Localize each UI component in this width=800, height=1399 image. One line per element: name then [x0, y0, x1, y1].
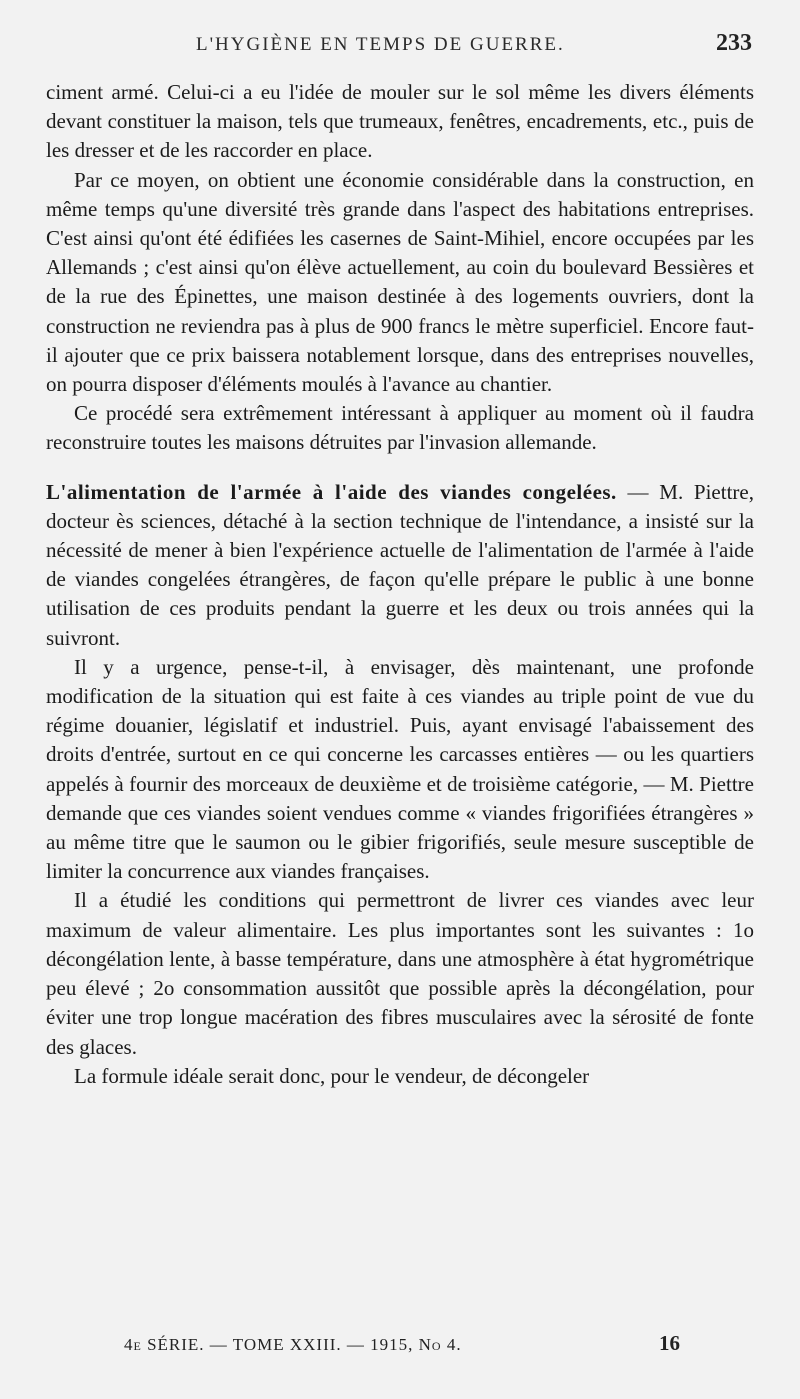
paragraph: Par ce moyen, on obtient une économie considérable dans la construction, en même temps qu'une diversité très grande dans l'aspect des habitations entreprises. C'est ainsi qu'ont été édifiées les casernes de Saint-Mihiel, encore occupées par les Allemands ; c'est ainsi qu'on élève actuellement, au coin du boulevard Bessières et de la rue des Épinettes, une maison destinée à des logements ouvriers, dont la construction ne reviendra pas à plus de 900 francs le mètre superficiel. Encore faut-il ajouter que ce prix baissera notablement lorsque, dans des entreprises nouvelles, on pourra disposer d'éléments moulés à l'avance au chantier. — [46, 167, 754, 397]
paragraph: La formule idéale serait donc, pour le vendeur, de décongeler — [74, 1063, 590, 1088]
page-footer — [46, 1331, 754, 1365]
paragraph: Il y a urgence, pense-t-il, à envisager, dès maintenant, une profonde modification de la situation qui est faite à ces viandes au triple point de vue du régime douanier, législatif et industriel. Puis, ayant envisagé l'abaissement des droits d'entrée, surtout en ce qui concerne les carcasses entières — ou les quartiers appelés à fournir des morceaux de deuxième et de troisième catégorie, — M. Piettre demande que ces viandes soient vendues comme « viandes frigorifiées étrangères » au même titre que le saumon ou le gibier frigorifiés, seule mesure susceptible de limiter la concurrence aux viandes françaises. — [46, 654, 754, 884]
section-heading-paragraph — [46, 478, 754, 653]
body-text — [46, 78, 754, 1091]
paragraph: Il a étudié les conditions qui permettront de livrer ces viandes avec leur maximum de valeur alimentaire. Les plus importantes sont les suivantes : 1o décongélation lente, à basse température, dans une atmosphère à état hygrométrique peu élevé ; 2o consommation aussitôt que possible après la décongélation, pour éviter une trop longue macération des fibres musculaires avec la sérosité de fonte des glaces. — [46, 888, 754, 1059]
signature-mark: 16 — [659, 1331, 680, 1355]
paragraph: Ce procédé sera extrêmement intéressant à appliquer au moment où il faudra reconstruire toutes les maisons détruites par l'invasion allemande. — [46, 401, 754, 455]
section-title: L'alimentation de l'armée à l'aide des viandes congelées. — [46, 479, 617, 504]
page-number: 233 — [716, 30, 752, 56]
paragraph: ciment armé. Celui-ci a eu l'idée de mouler sur le sol même les divers éléments devant constituer la maison, tels que trumeaux, fenêtres, encadrements, etc., puis de les dresser et de les raccorder en place. — [46, 80, 754, 163]
page-header — [46, 30, 754, 64]
running-head: L'HYGIÈNE EN TEMPS DE GUERRE. — [196, 34, 565, 55]
section-intro: — M. Piettre, docteur ès sciences, détaché à la section technique de l'intendance, a insisté sur la nécessité de mener à bien l'expérience actuelle de l'alimentation de l'armée à l'aide de viandes congelées étrangères, de façon qu'elle prépare le public à une bonne utilisation de ces produits pendant la guerre et les deux ou trois années qui la suivront. — [46, 479, 754, 650]
series-line: 4e SÉRIE. — TOME XXIII. — 1915, No 4. — [124, 1335, 462, 1354]
